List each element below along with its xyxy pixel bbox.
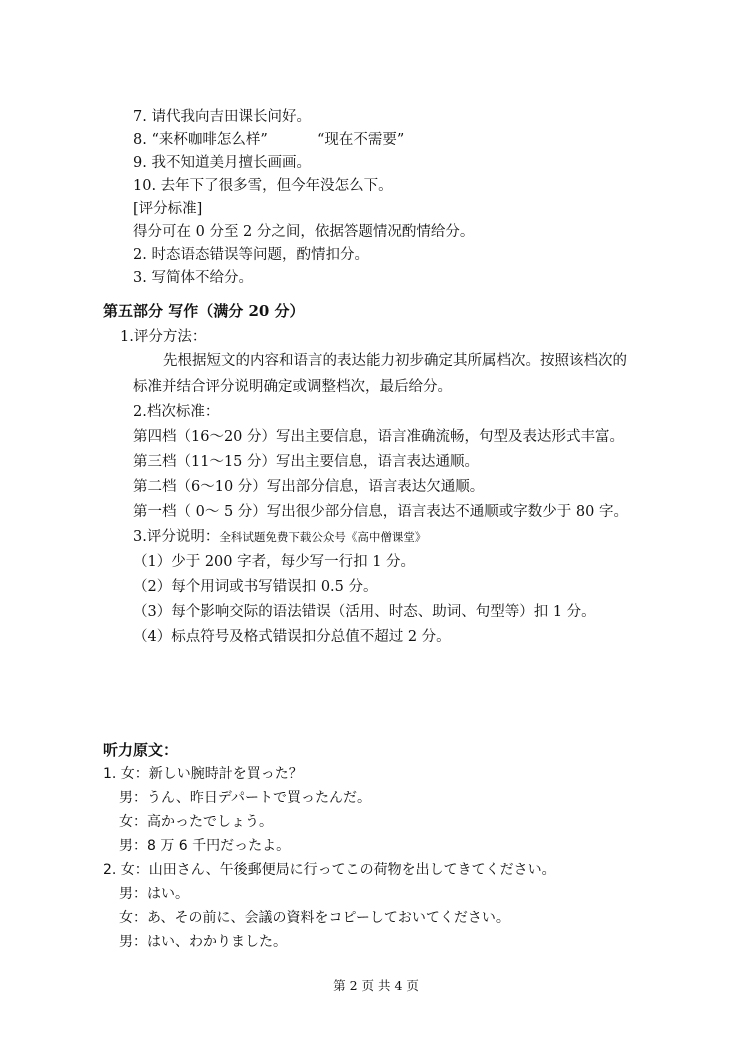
grading-criteria-label: [评分标准] bbox=[133, 201, 203, 217]
method-text-2: 标准并结合评分说明确定或调整档次，最后给分。 bbox=[133, 379, 452, 395]
dialogue-1-line-4: 男：8 万 6 千円だったよ。 bbox=[119, 838, 291, 854]
note-1: （1）少于 200 字者，每少写一行扣 1 分。 bbox=[133, 554, 416, 570]
note-4: （4）标点符号及格式错误扣分总值不超过 2 分。 bbox=[133, 629, 451, 645]
dialogue-2-line-3: 女：あ、その前に、会議の資料をコピーしておいてください。 bbox=[119, 910, 510, 926]
grading-criteria-3: 3. 写简体不给分。 bbox=[133, 270, 253, 286]
answer-item-7: 7. 请代我向吉田课长问好。 bbox=[133, 109, 311, 125]
level-2: 第二档（6～10 分）写出部分信息，语言表达欠通顺。 bbox=[133, 479, 485, 495]
level-1: 第一档（ 0～ 5 分）写出很少部分信息，语言表达不通顺或字数少于 80 字。 bbox=[133, 504, 628, 520]
answer-item-10: 10. 去年下了很多雪，但今年没怎么下。 bbox=[133, 178, 393, 194]
grading-criteria-1: 得分可在 0 分至 2 分之间，依据答题情况酌情给分。 bbox=[133, 224, 475, 240]
notes-label bbox=[133, 527, 426, 547]
notes-label-text: 3.评分说明： bbox=[133, 529, 220, 545]
answer-item-9: 9. 我不知道美月擅长画画。 bbox=[133, 155, 311, 171]
section5-title: 第五部分 写作（满分 20 分） bbox=[103, 302, 305, 320]
dialogue-2-line-2: 男：はい。 bbox=[119, 886, 189, 902]
dialogue-2-line-4: 男：はい、わかりました。 bbox=[119, 934, 287, 950]
answer-item-8b: “现在不需要” bbox=[317, 132, 405, 148]
levels-label: 2.档次标准： bbox=[133, 404, 220, 420]
level-3: 第三档（11～15 分）写出主要信息，语言表达通顺。 bbox=[133, 454, 480, 470]
note-3: （3）每个影响交际的语法错误（活用、时态、助词、句型等）扣 1 分。 bbox=[133, 604, 596, 620]
page-footer: 第 2 页 共 4 页 bbox=[333, 978, 419, 993]
dialogue-2-line-1: 2. 女：山田さん、午後郵便局に行ってこの荷物を出してきてください。 bbox=[103, 862, 556, 878]
dialogue-1-line-2: 男：うん、昨日デパートで買ったんだ。 bbox=[119, 790, 371, 806]
dialogue-1-line-3: 女：高かったでしょう。 bbox=[119, 814, 273, 830]
grading-criteria-2: 2. 时态语态错误等问题，酌情扣分。 bbox=[133, 247, 369, 263]
notes-watermark: 全科试题免费下载公众号《高中僧课堂》 bbox=[219, 530, 427, 544]
note-2: （2）每个用词或书写错误扣 0.5 分。 bbox=[133, 579, 378, 595]
dialogue-1-line-1: 1. 女：新しい腕時計を買った？ bbox=[103, 766, 303, 782]
listening-title: 听力原文： bbox=[103, 741, 179, 759]
method-text-1: 先根据短文的内容和语言的表达能力初步确定其所属档次。按照该档次的 bbox=[163, 353, 627, 369]
level-4: 第四档（16～20 分）写出主要信息，语言准确流畅，句型及表达形式丰富。 bbox=[133, 429, 625, 445]
method-label: 1.评分方法： bbox=[120, 329, 207, 345]
answer-item-8a: 8. “来杯咖啡怎么样” bbox=[133, 132, 268, 148]
